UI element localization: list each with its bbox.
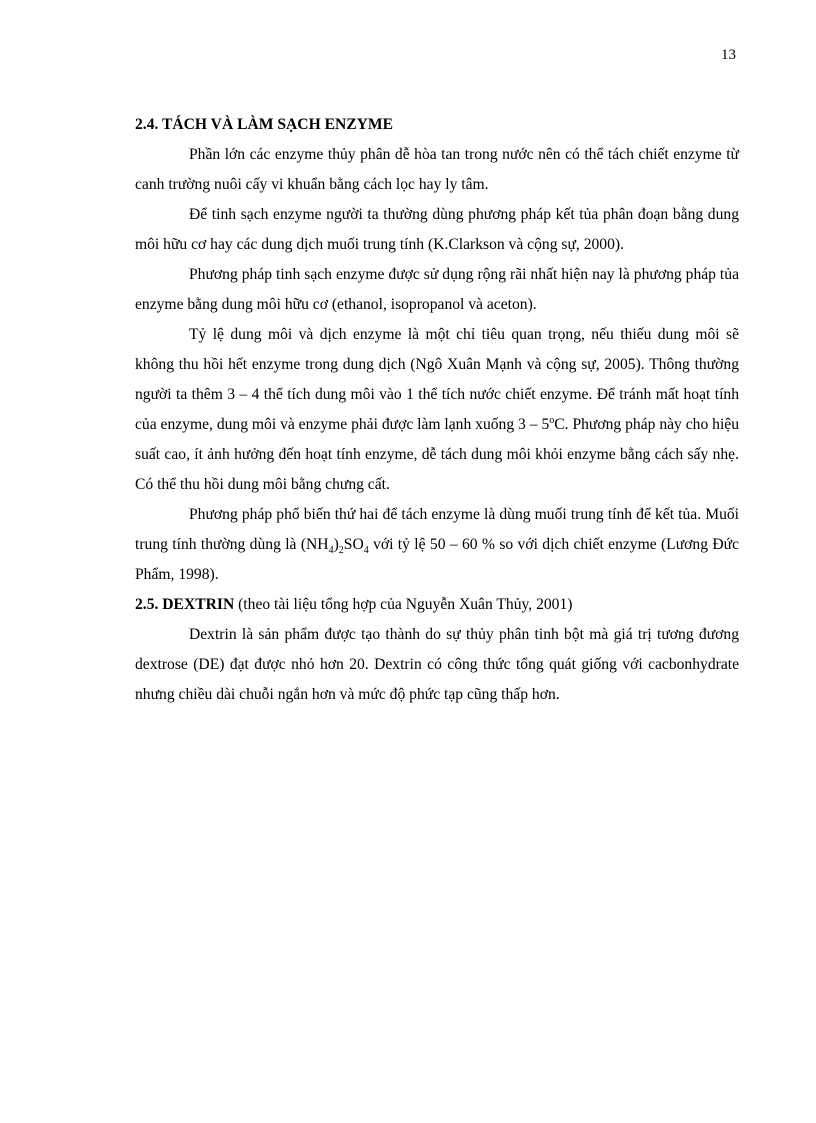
paragraph: Dextrin là sản phẩm được tạo thành do sự thủy phân tinh bột mà giá trị tương đương dextrose (DE) đạt được nhỏ hơn 20. Dextrin có công thức tổng quát giống với cacbonhydrate nhưng chiều dài chuỗi ngắn hơn và mức độ phức tạp cũng thấp hơn. bbox=[135, 626, 739, 703]
page-number: 13 bbox=[721, 47, 736, 63]
formula-subscript: 4 bbox=[363, 545, 369, 557]
paragraph: Để tinh sạch enzyme người ta thường dùng phương pháp kết tủa phân đoạn bằng dung môi hữu cơ hay các dung dịch muối trung tính (K.Clarkson và cộng sự, 2000). bbox=[135, 206, 739, 253]
section-heading bbox=[135, 110, 739, 140]
paragraph-text: Phương pháp phổ biến thứ hai để tách enzyme là dùng muối trung tính để kết tủa. Muối trung tính thường dùng là (NH bbox=[135, 506, 739, 553]
paragraph bbox=[135, 320, 739, 500]
degree-superscript: o bbox=[549, 414, 555, 426]
section-heading-note: (theo tài liệu tổng hợp của Nguyễn Xuân Thủy, 2001) bbox=[234, 596, 573, 613]
section-heading-text: 2.4. TÁCH VÀ LÀM SẠCH ENZYME bbox=[135, 116, 394, 133]
paragraph: Phương pháp tinh sạch enzyme được sử dụng rộng rãi nhất hiện nay là phương pháp tủa enzyme bằng dung môi hữu cơ (ethanol, isopropanol và aceton). bbox=[135, 266, 739, 313]
formula-text: ) bbox=[333, 536, 339, 553]
paragraph: Phần lớn các enzyme thủy phân dễ hòa tan trong nước nên có thể tách chiết enzyme từ canh trường nuôi cấy vi khuẩn bằng cách lọc hay ly tâm. bbox=[135, 146, 739, 193]
paragraph-text: Tỷ lệ dung môi và dịch enzyme là một chỉ tiêu quan trọng, nếu thiếu dung môi sẽ không thu hồi hết enzyme trong dung dịch (Ngô Xuân Mạnh và cộng sự, 2005). Thông thường người ta thêm 3 – 4 thể tích dung môi vào 1 thể tích nước chiết enzyme. Để tránh mất hoạt tính của enzyme, dung môi và enzyme phải được làm lạnh xuống 3 – 5 bbox=[135, 326, 739, 433]
paragraph-text: với tỷ lệ 50 – 60 % so với dịch chiết enzyme (Lương Đức Phẩm, 1998). bbox=[135, 536, 739, 583]
formula-subscript: 4 bbox=[328, 545, 334, 557]
paragraph-text: C. Phương pháp này cho hiệu suất cao, ít ảnh hưởng đến hoạt tính enzyme, dễ tách dung môi khỏi enzyme bằng cách sấy nhẹ. Có thể thu hồi dung môi bằng chưng cất. bbox=[135, 416, 739, 493]
formula-text: SO bbox=[343, 536, 364, 553]
document-body bbox=[135, 110, 739, 710]
section-heading bbox=[135, 590, 739, 620]
paragraph bbox=[135, 500, 739, 590]
formula-subscript: 2 bbox=[338, 545, 344, 557]
section-heading-text: 2.5. DEXTRIN bbox=[135, 596, 235, 613]
